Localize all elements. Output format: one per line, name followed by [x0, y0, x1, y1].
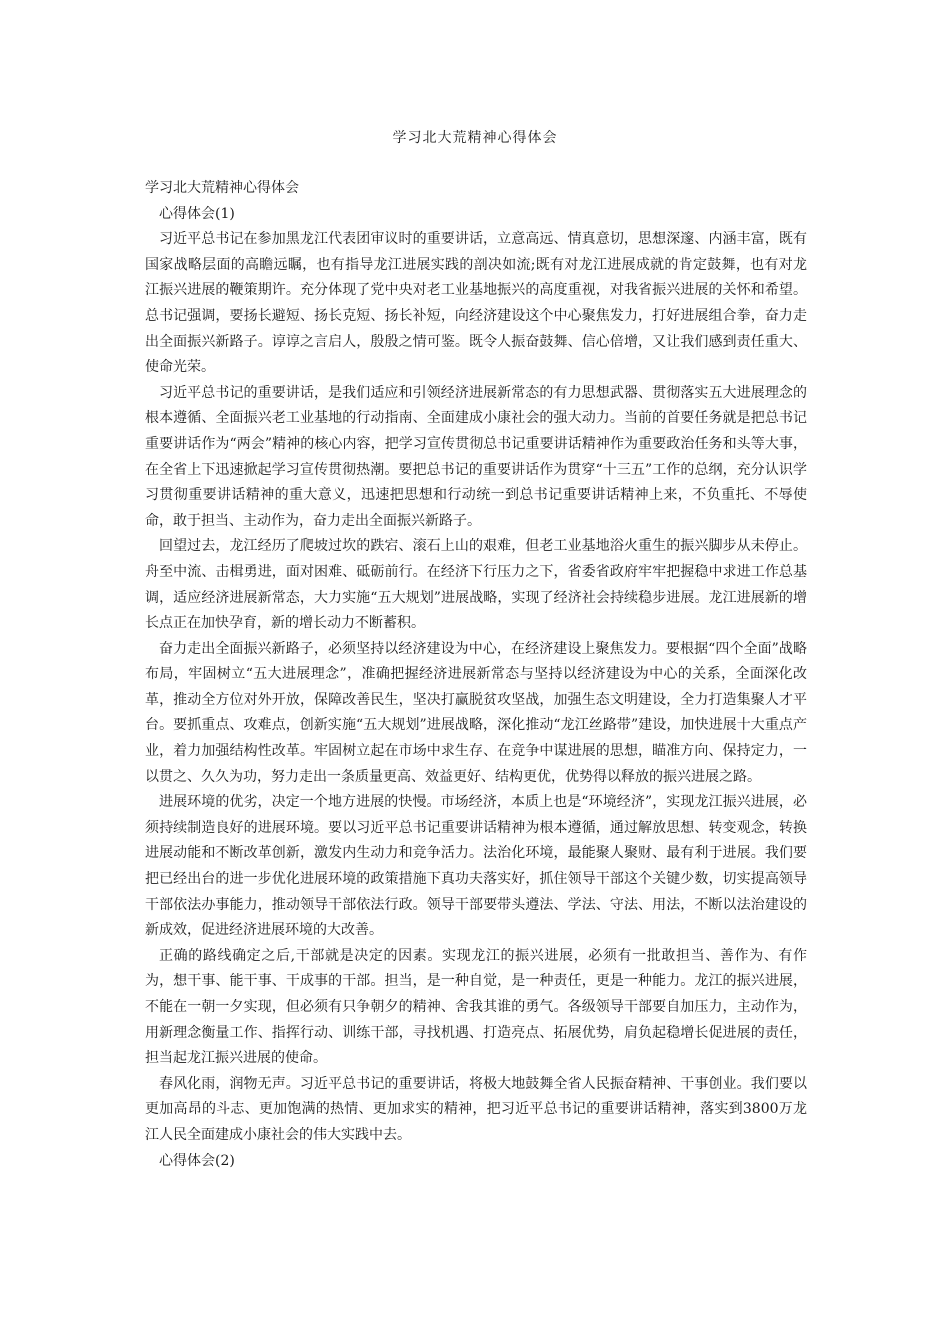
section-label-1: 心得体会(1)	[159, 205, 235, 222]
paragraph: 习近平总书记在参加黑龙江代表团审议时的重要讲话，立意高远、情真意切，思想深邃、内涵丰富，既有国家战略层面的高瞻远瞩，也有指导龙江进展实践的剖决如流;既有对龙江进展成就的肯定鼓舞，也有对龙江振兴进展的鞭策期许。充分体现了党中央对老工业基地振兴的高度重视，对我省振兴进展的关怀和希望。总书记强调，要扬长避短、扬长克短、扬长补短，向经济建设这个中心聚焦发力，打好进展组合拳，奋力走出全面振兴新路子。谆谆之言启人，殷殷之情可鉴。既令人振奋鼓舞、信心倍增，又让我们感到责任重大、使命光荣。	[145, 231, 807, 376]
paragraph: 正确的路线确定之后,干部就是决定的因素。实现龙江的振兴进展，必须有一批敢担当、善作为、有作为，想干事、能干事、干成事的干部。担当，是一种自觉，是一种责任，更是一种能力。龙江的振兴进展，不能在一朝一夕实现，但必须有只争朝夕的精神、舍我其谁的勇气。各级领导干部要自加压力，主动作为，用新理念衡量工作、指挥行动、训练干部，寻找机遇、打造亮点、拓展优势，肩负起稳增长促进展的责任，担当起龙江振兴进展的使命。	[145, 947, 807, 1067]
section-label-2: 心得体会(2)	[159, 1152, 235, 1169]
article-heading: 学习北大荒精神心得体会	[145, 180, 299, 196]
paragraph: 春风化雨，润物无声。习近平总书记的重要讲话，将极大地鼓舞全省人民振奋精神、干事创业。我们要以更加高昂的斗志、更加饱满的热情、更加求实的精神，把习近平总书记的重要讲话精神，落实到3800万龙江人民全面建成小康社会的伟大实践中去。	[145, 1075, 807, 1143]
document-title: 学习北大荒精神心得体会	[392, 130, 558, 146]
paragraph: 回望过去，龙江经历了爬坡过坎的跌宕、滚石上山的艰难，但老工业基地浴火重生的振兴脚步从未停止。舟至中流、击楫勇进，面对困难、砥砺前行。在经济下行压力之下，省委省政府牢牢把握稳中求进工作总基调，适应经济进展新常态，大力实施“五大规划”进展战略，实现了经济社会持续稳步进展。龙江进展新的增长点正在加快孕育，新的增长动力不断蓄积。	[145, 538, 807, 632]
paragraph: 习近平总书记的重要讲话，是我们适应和引领经济进展新常态的有力思想武器、贯彻落实五大进展理念的根本遵循、全面振兴老工业基地的行动指南、全面建成小康社会的强大动力。当前的首要任务就是把总书记重要讲话作为“两会”精神的核心内容，把学习宣传贯彻总书记重要讲话精神作为重要政治任务和头等大事，在全省上下迅速掀起学习宣传贯彻热潮。要把总书记的重要讲话作为贯穿“十三五”工作的总纲，充分认识学习贯彻重要讲话精神的重大意义，迅速把思想和行动统一到总书记重要讲话精神上来，不负重托、不辱使命，敢于担当、主动作为，奋力走出全面振兴新路子。	[145, 384, 807, 529]
paragraph: 奋力走出全面振兴新路子，必须坚持以经济建设为中心，在经济建设上聚焦发力。要根据“四个全面”战略布局，牢固树立“五大进展理念”，准确把握经济进展新常态与坚持以经济建设为中心的关系，全面深化改革，推动全方位对外开放，保障改善民生，坚决打赢脱贫攻坚战，加强生态文明建设，全力打造集聚人才平台。要抓重点、攻难点，创新实施“五大规划”进展战略，深化推动“龙江丝路带”建设，加快进展十大重点产业，着力加强结构性改革。牢固树立起在市场中求生存、在竞争中谋进展的思想，瞄准方向、保持定力，一以贯之、久久为功，努力走出一条质量更高、效益更好、结构更优，优势得以释放的振兴进展之路。	[145, 640, 807, 785]
paragraph: 进展环境的优劣，决定一个地方进展的快慢。市场经济，本质上也是“环境经济”，实现龙江振兴进展，必须持续制造良好的进展环境。要以习近平总书记重要讲话精神为根本遵循，通过解放思想、转变观念，转换进展动能和不断改革创新，激发内生动力和竞争活力。法治化环境，最能聚人聚财、最有利于进展。我们要把已经出台的进一步优化进展环境的政策措施下真功夫落实好，抓住领导干部这个关键少数，切实提高领导干部依法办事能力，推动领导干部依法行政。领导干部要带头遵法、学法、守法、用法，不断以法治建设的新成效，促进经济进展环境的大改善。	[145, 794, 807, 939]
document-body	[145, 176, 807, 1174]
